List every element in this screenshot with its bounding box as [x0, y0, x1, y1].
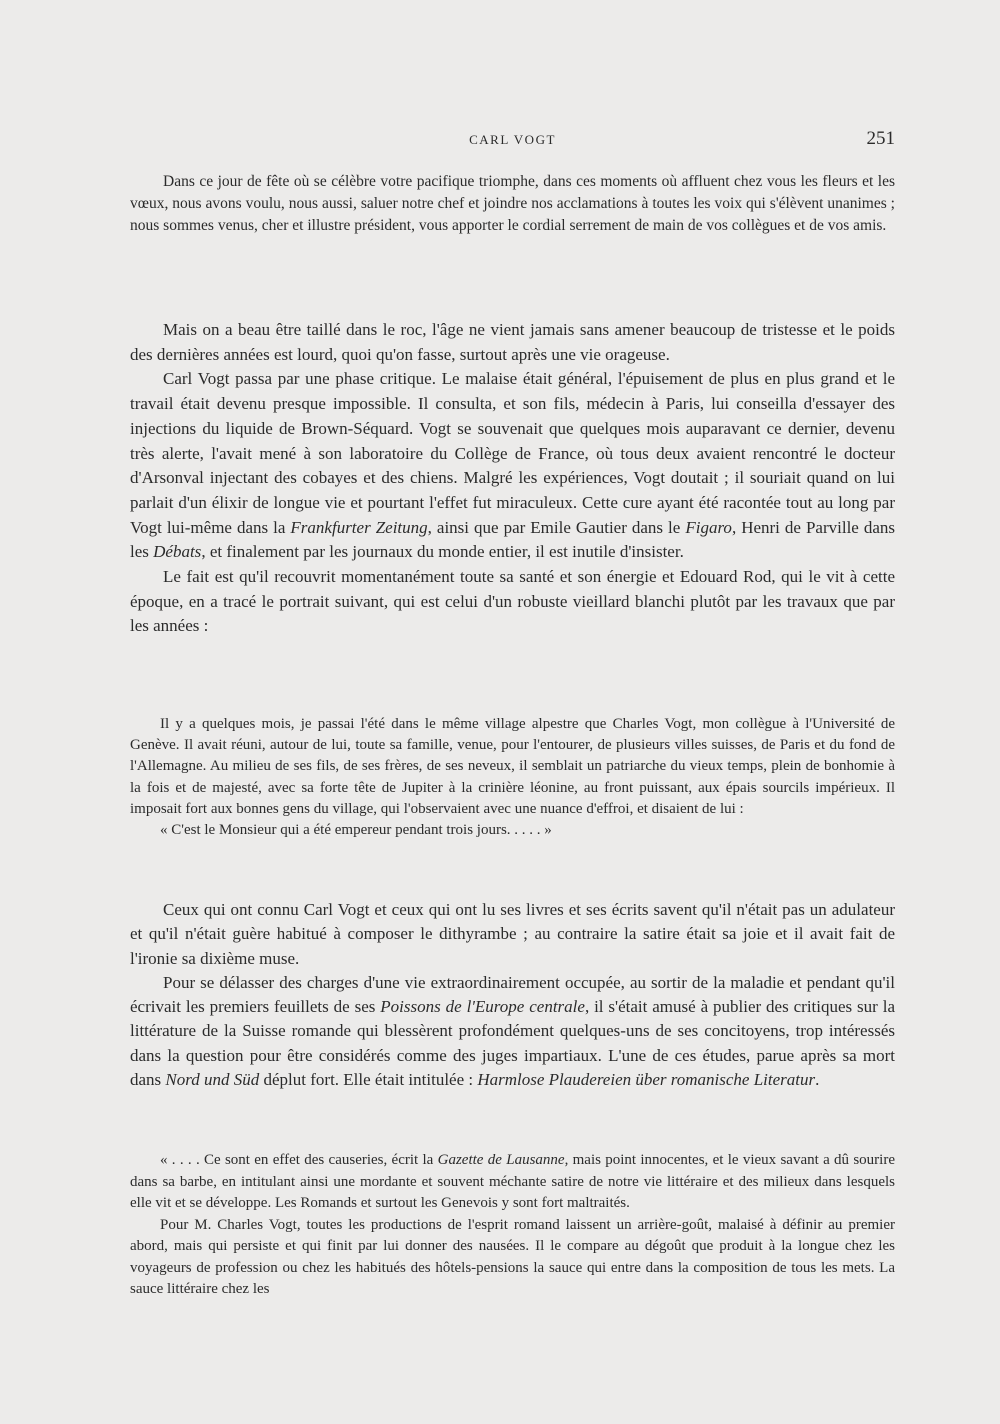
block-quote [130, 714, 895, 841]
block-quote [130, 1150, 895, 1301]
newspaper-title: Frankfurter Zeitung [290, 517, 428, 537]
paragraph [130, 367, 895, 565]
text-run: , mais point innocentes, et le vieux savant a dû sourire dans sa barbe, en intitulant ainsi une mordante et souvent méchante satire de notre vie littéraire et des milieux dans lesquels elle vit et se développe. Les Romands et surtout les Genevois y sont fort maltraités. [130, 1152, 895, 1211]
essay-title: Harmlose Plaudereien über romanische Literatur [477, 1070, 816, 1090]
text-run: Pour se délasser des charges d'une vie extraordinairement occupée, au sortir de la maladie et pendant qu'il écrivait les premiers feuillets de ses [130, 972, 895, 1017]
quote-paragraph: Pour M. Charles Vogt, toutes les productions de l'esprit romand laissent un arrière-goût, malaisé à définir au premier abord, mais qui persiste et qui finit par lui donner des nausées. Il le compare au dégoût que produit à la longue chez les voyageurs de profession ou chez les habitués des hôtels-pensions la sauce qui entre dans la composition de tous les mets. La sauce littéraire chez les [130, 1216, 895, 1297]
newspaper-title: Débats [153, 542, 202, 562]
opening-address [130, 171, 895, 237]
quote-paragraph: Il y a quelques mois, je passai l'été dans le même village alpestre que Charles Vogt, mon collègue à l'Université de Genève. Il avait réuni, autour de lui, toute sa famille, venue, pour l'entourer, de plusieurs villes suisses, de Paris et du fond de l'Allemagne. Au milieu de ses fils, de ses frères, de ses neveux, il semblait un patriarche du vieux temps, plein de bonhomie à la fois et de majesté, avec sa forte tête de Jupiter à la crinière léonine, au front puissant, aux épais sourcils impérieux. Il imposait fort aux bonnes gens du village, qui l'observaient avec une nuance d'effroi, et disaient de lui : [130, 716, 895, 817]
main-text-section [130, 318, 895, 639]
text-run: . [815, 1070, 820, 1090]
text-run: Carl Vogt passa par une phase critique. Le malaise était général, l'épuisement de plus en plus grand et le travail était devenu presque impossible. Il consulta, et son fils, médecin à Paris, lui conseilla d'essayer des injections du liquide de Brown-Séquard. Vogt se souvenait que quelques mois auparavant ce dernier, devenu très alerte, l'avait mené à son laboratoire du Collège de France, où tous deux avaient rencontré le docteur d'Arsonval injectant des cobayes et des chiens. Malgré les expériences, Vogt doutait ; il souriait quand on lui parlait d'un élixir de longue vie et pourtant l'effet fut miraculeux. Cette cure ayant été racontée tout au long par Vogt lui-même dans la [130, 369, 895, 537]
newspaper-title: Figaro [685, 517, 732, 537]
text-run: , Henri de Parville dans les [130, 517, 896, 562]
text-run: « . . . . Ce sont en effet des causeries, écrit la [160, 1152, 438, 1168]
paragraph: Le fait est qu'il recouvrit momentanément toute sa santé et son énergie et Edouard Rod, qui le vit à cette époque, en a tracé le portrait suivant, qui est celui d'un robuste vieillard blanchi plutôt par les travaux que par les années : [130, 567, 895, 636]
text-run: , ainsi que par Emile Gautier dans le [427, 517, 686, 537]
paragraph: Mais on a beau être taillé dans le roc, l'âge ne vient jamais sans amener beaucoup de tristesse et le poids des dernières années est lourd, quoi qu'on fasse, surtout après une vie orageuse. [130, 320, 895, 364]
page-header [130, 128, 895, 152]
quote-paragraph: « C'est le Monsieur qui a été empereur pendant trois jours. . . . . » [160, 822, 552, 839]
page-number: 251 [866, 128, 895, 149]
running-title: CARL VOGT [469, 132, 556, 147]
main-text-section [130, 898, 895, 1092]
newspaper-title: Gazette de Lausanne [437, 1152, 565, 1168]
paragraph: Dans ce jour de fête où se célèbre votre pacifique triomphe, dans ces moments où affluent chez vous les fleurs et les vœux, nous avons voulu, nous aussi, saluer notre chef et joindre nos acclamations à toutes les voix qui s'élèvent unanimes ; nous sommes venus, cher et illustre président, vous apporter le cordial serrement de main de vos collègues et de vos amis. [130, 173, 895, 234]
text-run: , et finalement par les journaux du monde entier, il est inutile d'insister. [201, 542, 684, 562]
quote-paragraph [130, 1150, 895, 1215]
book-title: Poissons de l'Europe centrale [380, 997, 585, 1017]
text-run: déplut fort. Elle était intitulée : [259, 1070, 478, 1090]
paragraph [130, 971, 895, 1092]
text-run: , il s'était amusé à publier des critiques sur la littérature de la Suisse romande qui blessèrent profondément quelques-uns de ses concitoyens, trop intéressés dans la question pour être considérés comme des juges impartiaux. L'une de ces études, parue après sa mort dans [130, 997, 895, 1090]
journal-title: Nord und Süd [165, 1070, 260, 1090]
paragraph: Ceux qui ont connu Carl Vogt et ceux qui ont lu ses livres et ses écrits savent qu'il n'était pas un adulateur et qu'il n'était guère habitué à composer le dithyrambe ; au contraire la satire était sa joie et il avait fait de l'ironie sa dixième muse. [130, 900, 895, 968]
